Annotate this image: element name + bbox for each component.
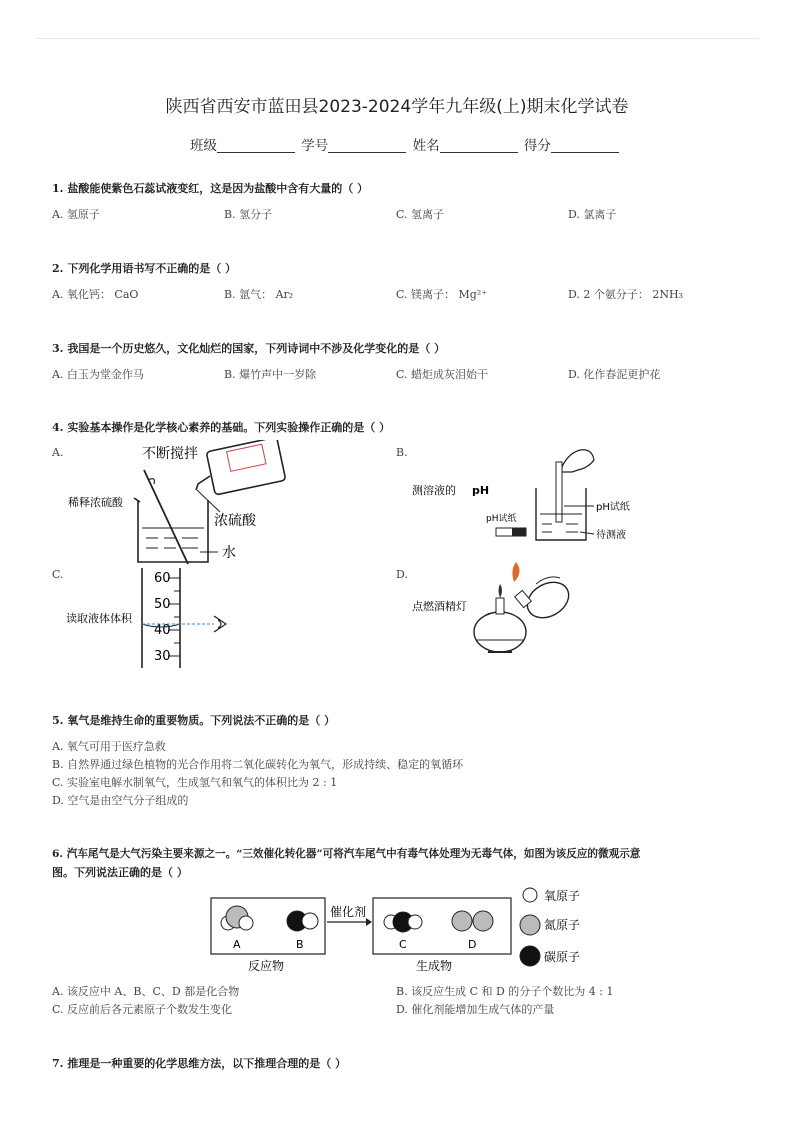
eye-icon xyxy=(214,616,226,632)
q6-option-c[interactable]: C. 反应前后各元素原子个数发生变化 xyxy=(52,1003,233,1016)
q5-option-d[interactable]: D. 空气是由空气分子组成的 xyxy=(52,794,189,807)
class-blank[interactable] xyxy=(217,138,295,153)
q6-option-a[interactable]: A. 该反应中 A、B、C、D 都是化合物 xyxy=(52,985,240,998)
figure-b-measure-ph xyxy=(410,444,650,554)
q2-option-a[interactable]: A. 氧化钙： CaO xyxy=(52,288,139,301)
student-info-line xyxy=(190,134,621,154)
tick-30: 30 xyxy=(154,649,171,664)
q5-option-a[interactable]: A. 氧气可用于医疗急救 xyxy=(52,740,166,753)
q4-option-d[interactable]: D. xyxy=(396,568,408,581)
figure-d-caption: 点燃酒精灯 xyxy=(412,600,467,613)
q4-option-c[interactable]: C. xyxy=(52,568,64,581)
ph-label: pH xyxy=(472,484,490,497)
tick-60: 60 xyxy=(154,571,171,586)
label-d: D xyxy=(468,938,477,951)
water-label: 水 xyxy=(222,545,236,561)
acid-bottle xyxy=(196,440,286,495)
q3-option-a[interactable]: A. 白玉为堂金作马 xyxy=(52,368,144,381)
catalyst-label: 催化剂 xyxy=(330,905,367,919)
q1-option-a[interactable]: A. 氢原子 xyxy=(52,208,100,221)
q1-option-c[interactable]: C. 氢离子 xyxy=(396,208,445,221)
hand-icon xyxy=(560,450,594,472)
legend-nitrogen: 氮原子 xyxy=(544,918,581,932)
q2-option-d[interactable]: D. 2 个氨分子： 2NH₃ xyxy=(568,288,684,301)
q2-option-c[interactable]: C. 镁离子： Mg²⁺ xyxy=(396,288,488,301)
q6-option-d[interactable]: D. 催化剂能增加生成气体的产量 xyxy=(396,1003,555,1016)
figure-c-read-volume xyxy=(62,564,282,670)
question-4-stem: 4. 实验基本操作是化学核心素养的基础。下列实验操作正确的是（ ） xyxy=(52,421,391,434)
q5-option-c[interactable]: C. 实验室电解水制氧气，生成氢气和氧气的体积比为 2 : 1 xyxy=(52,776,338,789)
label-c: C xyxy=(399,938,407,951)
header-divider xyxy=(36,38,758,39)
question-5-stem: 5. 氧气是维持生命的重要物质。下列说法不正确的是（ ） xyxy=(52,714,336,727)
label-b: B xyxy=(296,938,304,951)
question-3-stem: 3. 我国是一个历史悠久，文化灿烂的国家，下列诗词中不涉及化学变化的是（ ） xyxy=(52,342,446,355)
figure-a-dilute-acid xyxy=(60,440,290,570)
q4-option-b[interactable]: B. xyxy=(396,446,408,459)
carbon-atom-icon xyxy=(520,946,540,966)
label-a: A xyxy=(233,938,241,951)
flame-icon xyxy=(512,562,519,582)
q3-option-d[interactable]: D. 化作春泥更护花 xyxy=(568,368,661,381)
student-no-blank[interactable] xyxy=(328,138,406,153)
acid-label: 浓硫酸 xyxy=(214,513,256,529)
oxygen-atom-icon xyxy=(523,888,537,902)
q1-option-d[interactable]: D. 氯离子 xyxy=(568,208,617,221)
q4-option-a[interactable]: A. xyxy=(52,446,64,459)
page-title: 陕西省西安市蓝田县2023-2024学年九年级(上)期末化学试卷 xyxy=(165,97,629,117)
ph-paper-right-label: pH试纸 xyxy=(596,502,630,513)
figure-b-caption: 测溶液的 xyxy=(412,484,456,497)
name-label: 姓名 xyxy=(412,138,440,154)
beaker xyxy=(134,498,208,562)
question-6-stem-line1: 6. 汽车尾气是大气污染主要来源之一。“三效催化转化器”可将汽车尾气中有毒气体处理为无毒气体，如图为该反应的微观示意 xyxy=(52,848,641,860)
student-no-label: 学号 xyxy=(301,138,329,154)
nitrogen-atom-icon xyxy=(520,915,540,935)
q2-option-b[interactable]: B. 氩气： Ar₂ xyxy=(224,288,294,301)
figure-c-caption: 读取液体体积 xyxy=(66,612,132,625)
q3-option-b[interactable]: B. 爆竹声中一岁除 xyxy=(224,368,317,381)
q1-option-b[interactable]: B. 氢分子 xyxy=(224,208,273,221)
molecule-b xyxy=(287,911,318,931)
question-2-stem: 2. 下列化学用语书写不正确的是（ ） xyxy=(52,262,237,275)
class-label: 班级 xyxy=(190,138,217,154)
legend-carbon: 碳原子 xyxy=(544,950,581,964)
question-7-stem: 7. 推理是一种重要的化学思维方法，以下推理合理的是（ ） xyxy=(52,1057,347,1070)
test-liquid-label: 待测液 xyxy=(596,530,626,541)
score-blank[interactable] xyxy=(551,138,619,153)
score-label: 得分 xyxy=(523,138,551,154)
q6-option-b[interactable]: B. 该反应生成 C 和 D 的分子个数比为 4 : 1 xyxy=(396,985,614,998)
reaction-diagram xyxy=(206,884,626,976)
figure-d-light-lamp xyxy=(410,562,590,662)
molecule-c xyxy=(384,912,422,932)
question-6-stem-line2: 图。下列说法正确的是（ ） xyxy=(52,866,188,879)
ph-paper-left-label: pH试纸 xyxy=(486,514,517,524)
cylinder-scale xyxy=(154,571,180,664)
q3-option-c[interactable]: C. 蜡炬成灰泪始干 xyxy=(396,368,489,381)
figure-a-caption: 稀释浓硫酸 xyxy=(68,496,123,509)
lamp-2-tilted xyxy=(512,562,575,625)
question-1-stem: 1. 盐酸能使紫色石蕊试液变红，这是因为盐酸中含有大量的（ ） xyxy=(52,182,369,195)
ph-test-strip xyxy=(556,462,562,522)
reactants-label: 反应物 xyxy=(248,959,285,973)
stir-label: 不断搅拌 xyxy=(142,446,198,462)
legend-oxygen: 氧原子 xyxy=(544,889,581,903)
glass-rod xyxy=(144,470,188,564)
q5-option-b[interactable]: B. 自然界通过绿色植物的光合作用将二氧化碳转化为氧气，形成持续、稳定的氧循环 xyxy=(52,758,464,771)
legend xyxy=(520,888,580,966)
tick-40: 40 xyxy=(154,623,171,638)
tick-50: 50 xyxy=(154,597,171,612)
products-label: 生成物 xyxy=(416,959,453,973)
name-blank[interactable] xyxy=(440,138,518,153)
